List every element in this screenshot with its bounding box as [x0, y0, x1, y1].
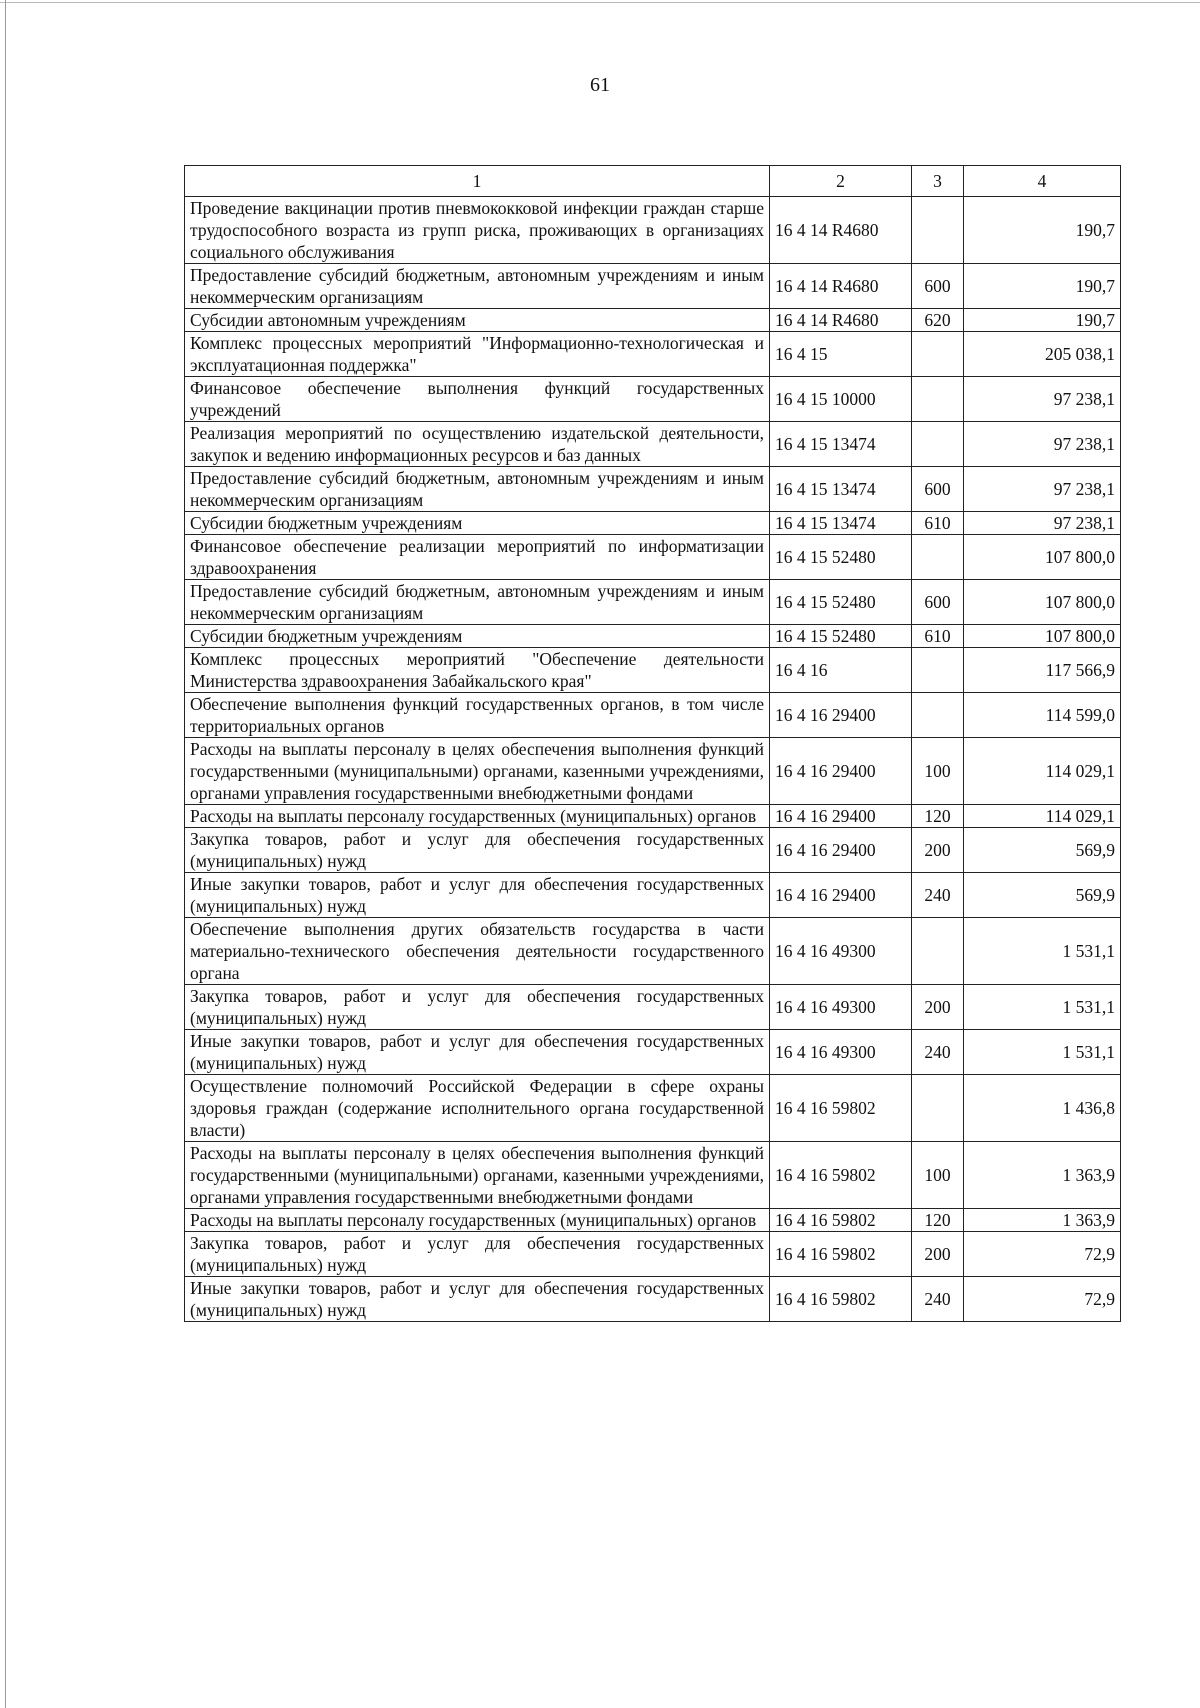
- row-code-cell: 16 4 16 29400: [770, 738, 912, 805]
- table-row: [185, 738, 1121, 805]
- row-amount-cell: 107 800,0: [964, 580, 1121, 625]
- table-row: [185, 1142, 1121, 1209]
- row-expense-type-cell: 600: [912, 580, 964, 625]
- row-name-cell: Субсидии бюджетным учреждениям: [185, 625, 770, 648]
- table-row: [185, 693, 1121, 738]
- row-amount-cell: 107 800,0: [964, 535, 1121, 580]
- row-expense-type-cell: 240: [912, 1277, 964, 1322]
- row-amount-cell: 114 029,1: [964, 738, 1121, 805]
- row-code-cell: 16 4 16 29400: [770, 828, 912, 873]
- row-expense-type-cell: 240: [912, 873, 964, 918]
- row-name-cell: Расходы на выплаты персоналу государственных (муниципальных) органов: [185, 1209, 770, 1232]
- table-row: [185, 1075, 1121, 1142]
- table-row: [185, 805, 1121, 828]
- row-name-cell: Закупка товаров, работ и услуг для обеспечения государственных (муниципальных) нужд: [185, 985, 770, 1030]
- row-amount-cell: 190,7: [964, 309, 1121, 332]
- row-name-cell: Финансовое обеспечение выполнения функций государственных учреждений: [185, 377, 770, 422]
- row-amount-cell: 205 038,1: [964, 332, 1121, 377]
- row-amount-cell: 114 029,1: [964, 805, 1121, 828]
- row-amount-cell: 1 531,1: [964, 985, 1121, 1030]
- table-row: [185, 918, 1121, 985]
- row-expense-type-cell: 200: [912, 1232, 964, 1277]
- row-name-cell: Предоставление субсидий бюджетным, автономным учреждениям и иным некоммерческим организациям: [185, 467, 770, 512]
- row-amount-cell: 97 238,1: [964, 422, 1121, 467]
- table-row: [185, 1277, 1121, 1322]
- header-col-1: 1: [185, 166, 770, 197]
- row-code-cell: 16 4 16 49300: [770, 985, 912, 1030]
- table-row: [185, 648, 1121, 693]
- row-expense-type-cell: [912, 332, 964, 377]
- row-code-cell: 16 4 16: [770, 648, 912, 693]
- table-row: [185, 873, 1121, 918]
- row-name-cell: Комплекс процессных мероприятий "Обеспечение деятельности Министерства здравоохранения Забайкальского края": [185, 648, 770, 693]
- header-col-3: 3: [912, 166, 964, 197]
- row-code-cell: 16 4 15 52480: [770, 535, 912, 580]
- row-expense-type-cell: [912, 693, 964, 738]
- header-col-4: 4: [964, 166, 1121, 197]
- row-name-cell: Обеспечение выполнения функций государственных органов, в том числе территориальных органов: [185, 693, 770, 738]
- budget-table: [184, 165, 1121, 1322]
- table-row: [185, 985, 1121, 1030]
- row-name-cell: Расходы на выплаты персоналу в целях обеспечения выполнения функций государственными (муниципальными) органами, казенными учреждениями, органами управления государственными внебюджетными фондами: [185, 738, 770, 805]
- row-expense-type-cell: [912, 1075, 964, 1142]
- row-name-cell: Реализация мероприятий по осуществлению издательской деятельности, закупок и ведению информационных ресурсов и баз данных: [185, 422, 770, 467]
- row-expense-type-cell: 100: [912, 738, 964, 805]
- table-row: [185, 580, 1121, 625]
- table-row: [185, 625, 1121, 648]
- row-name-cell: Предоставление субсидий бюджетным, автономным учреждениям и иным некоммерческим организациям: [185, 580, 770, 625]
- row-amount-cell: 72,9: [964, 1277, 1121, 1322]
- row-code-cell: 16 4 16 29400: [770, 805, 912, 828]
- row-expense-type-cell: [912, 377, 964, 422]
- row-expense-type-cell: 200: [912, 828, 964, 873]
- row-name-cell: Проведение вакцинации против пневмококковой инфекции граждан старше трудоспособного возраста из групп риска, проживающих в организациях социального обслуживания: [185, 197, 770, 264]
- row-name-cell: Закупка товаров, работ и услуг для обеспечения государственных (муниципальных) нужд: [185, 1232, 770, 1277]
- row-expense-type-cell: 600: [912, 264, 964, 309]
- table-row: [185, 828, 1121, 873]
- row-code-cell: 16 4 14 R4680: [770, 264, 912, 309]
- table-row: [185, 422, 1121, 467]
- row-expense-type-cell: 120: [912, 1209, 964, 1232]
- row-expense-type-cell: 610: [912, 625, 964, 648]
- row-name-cell: Иные закупки товаров, работ и услуг для обеспечения государственных (муниципальных) нужд: [185, 1277, 770, 1322]
- row-code-cell: 16 4 16 49300: [770, 918, 912, 985]
- table-row: [185, 197, 1121, 264]
- row-expense-type-cell: [912, 918, 964, 985]
- row-code-cell: 16 4 14 R4680: [770, 197, 912, 264]
- row-name-cell: Расходы на выплаты персоналу государственных (муниципальных) органов: [185, 805, 770, 828]
- row-code-cell: 16 4 16 29400: [770, 693, 912, 738]
- row-amount-cell: 569,9: [964, 828, 1121, 873]
- row-name-cell: Субсидии автономным учреждениям: [185, 309, 770, 332]
- row-code-cell: 16 4 15 13474: [770, 467, 912, 512]
- page-number: 61: [590, 74, 610, 96]
- row-code-cell: 16 4 15 10000: [770, 377, 912, 422]
- scan-top-edge: [0, 2, 1200, 3]
- row-code-cell: 16 4 14 R4680: [770, 309, 912, 332]
- row-amount-cell: 72,9: [964, 1232, 1121, 1277]
- table-row: [185, 309, 1121, 332]
- table-row: [185, 1209, 1121, 1232]
- row-code-cell: 16 4 15 13474: [770, 512, 912, 535]
- table-row: [185, 264, 1121, 309]
- row-code-cell: 16 4 16 59802: [770, 1075, 912, 1142]
- row-amount-cell: 97 238,1: [964, 377, 1121, 422]
- row-code-cell: 16 4 16 49300: [770, 1030, 912, 1075]
- table-row: [185, 1030, 1121, 1075]
- row-amount-cell: 117 566,9: [964, 648, 1121, 693]
- row-code-cell: 16 4 16 59802: [770, 1232, 912, 1277]
- row-expense-type-cell: 610: [912, 512, 964, 535]
- row-amount-cell: 1 363,9: [964, 1142, 1121, 1209]
- row-name-cell: Комплекс процессных мероприятий "Информационно-технологическая и эксплуатационная поддержка": [185, 332, 770, 377]
- table-row: [185, 535, 1121, 580]
- row-expense-type-cell: [912, 422, 964, 467]
- table-row: [185, 512, 1121, 535]
- header-row: [185, 166, 1121, 197]
- row-expense-type-cell: 620: [912, 309, 964, 332]
- table-header: [185, 166, 1121, 197]
- row-code-cell: 16 4 16 59802: [770, 1277, 912, 1322]
- row-name-cell: Предоставление субсидий бюджетным, автономным учреждениям и иным некоммерческим организациям: [185, 264, 770, 309]
- row-amount-cell: 190,7: [964, 264, 1121, 309]
- row-amount-cell: 97 238,1: [964, 467, 1121, 512]
- row-amount-cell: 97 238,1: [964, 512, 1121, 535]
- row-amount-cell: 1 436,8: [964, 1075, 1121, 1142]
- row-amount-cell: 1 363,9: [964, 1209, 1121, 1232]
- header-col-2: 2: [770, 166, 912, 197]
- row-name-cell: Иные закупки товаров, работ и услуг для обеспечения государственных (муниципальных) нужд: [185, 1030, 770, 1075]
- row-expense-type-cell: 120: [912, 805, 964, 828]
- row-name-cell: Субсидии бюджетным учреждениям: [185, 512, 770, 535]
- row-amount-cell: 107 800,0: [964, 625, 1121, 648]
- row-name-cell: Осуществление полномочий Российской Федерации в сфере охраны здоровья граждан (содержание исполнительного органа государственной власти): [185, 1075, 770, 1142]
- row-code-cell: 16 4 15 52480: [770, 625, 912, 648]
- table-body: [185, 197, 1121, 1322]
- table-row: [185, 467, 1121, 512]
- row-expense-type-cell: 600: [912, 467, 964, 512]
- row-code-cell: 16 4 16 29400: [770, 873, 912, 918]
- row-code-cell: 16 4 15: [770, 332, 912, 377]
- row-amount-cell: 569,9: [964, 873, 1121, 918]
- table-row: [185, 1232, 1121, 1277]
- row-expense-type-cell: 200: [912, 985, 964, 1030]
- row-expense-type-cell: [912, 648, 964, 693]
- row-name-cell: Иные закупки товаров, работ и услуг для обеспечения государственных (муниципальных) нужд: [185, 873, 770, 918]
- row-code-cell: 16 4 15 52480: [770, 580, 912, 625]
- row-amount-cell: 190,7: [964, 197, 1121, 264]
- table-row: [185, 332, 1121, 377]
- row-expense-type-cell: [912, 197, 964, 264]
- row-name-cell: Финансовое обеспечение реализации мероприятий по информатизации здравоохранения: [185, 535, 770, 580]
- table-row: [185, 377, 1121, 422]
- row-code-cell: 16 4 15 13474: [770, 422, 912, 467]
- row-amount-cell: 114 599,0: [964, 693, 1121, 738]
- row-amount-cell: 1 531,1: [964, 1030, 1121, 1075]
- row-name-cell: Закупка товаров, работ и услуг для обеспечения государственных (муниципальных) нужд: [185, 828, 770, 873]
- row-expense-type-cell: [912, 535, 964, 580]
- row-expense-type-cell: 240: [912, 1030, 964, 1075]
- row-name-cell: Обеспечение выполнения других обязательств государства в части материально-технического обеспечения деятельности государственного органа: [185, 918, 770, 985]
- row-code-cell: 16 4 16 59802: [770, 1142, 912, 1209]
- row-code-cell: 16 4 16 59802: [770, 1209, 912, 1232]
- scan-left-edge: [5, 0, 6, 1708]
- row-name-cell: Расходы на выплаты персоналу в целях обеспечения выполнения функций государственными (муниципальными) органами, казенными учреждениями, органами управления государственными внебюджетными фондами: [185, 1142, 770, 1209]
- row-amount-cell: 1 531,1: [964, 918, 1121, 985]
- row-expense-type-cell: 100: [912, 1142, 964, 1209]
